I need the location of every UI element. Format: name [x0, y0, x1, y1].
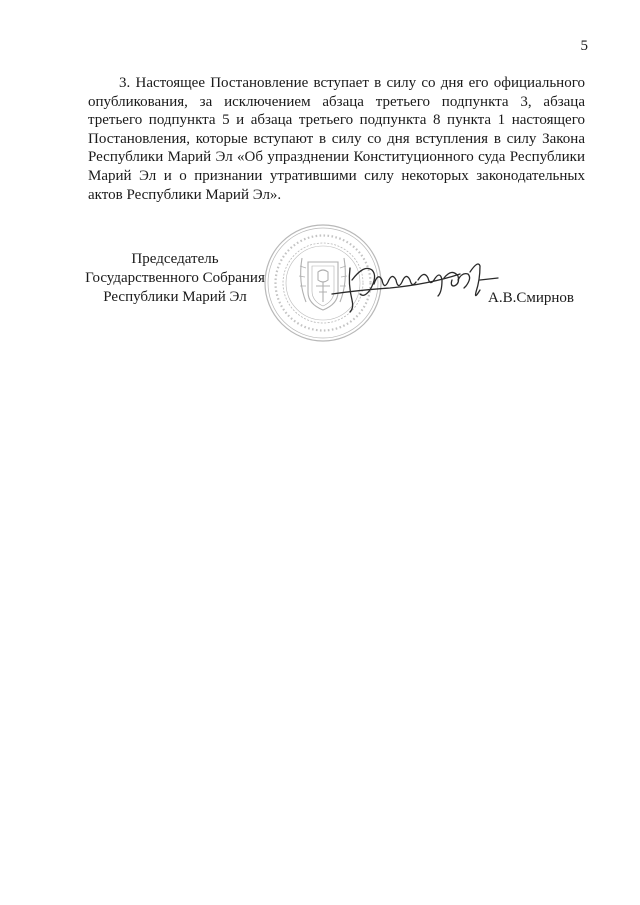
paragraph-3: 3. Настоящее Постановление вступает в силу со дня его официального опубликования, за исключением абзаца третьего подпункта 3, абзаца третьего подпункта 5 и абзаца третьего подпункта 8 пункта 1 настоящего Постановления, которые вступают в силу со дня вступления в силу Закона Республики Марий Эл «Об упразднении Конституционного суда Республики Марий Эл и о признании утратившими силу некоторых законодательных актов Республики Марий Эл».: [88, 75, 585, 203]
signer-title-line: Республики Марий Эл: [103, 289, 247, 305]
page-number: 5: [580, 38, 588, 54]
signer-title-line: Председатель: [131, 251, 219, 267]
handwritten-signature-icon: [330, 250, 500, 320]
signer-title-line: Государственного Собрания: [85, 270, 265, 286]
signer-title: [80, 250, 270, 307]
signer-name: А.В.Смирнов: [488, 290, 574, 306]
